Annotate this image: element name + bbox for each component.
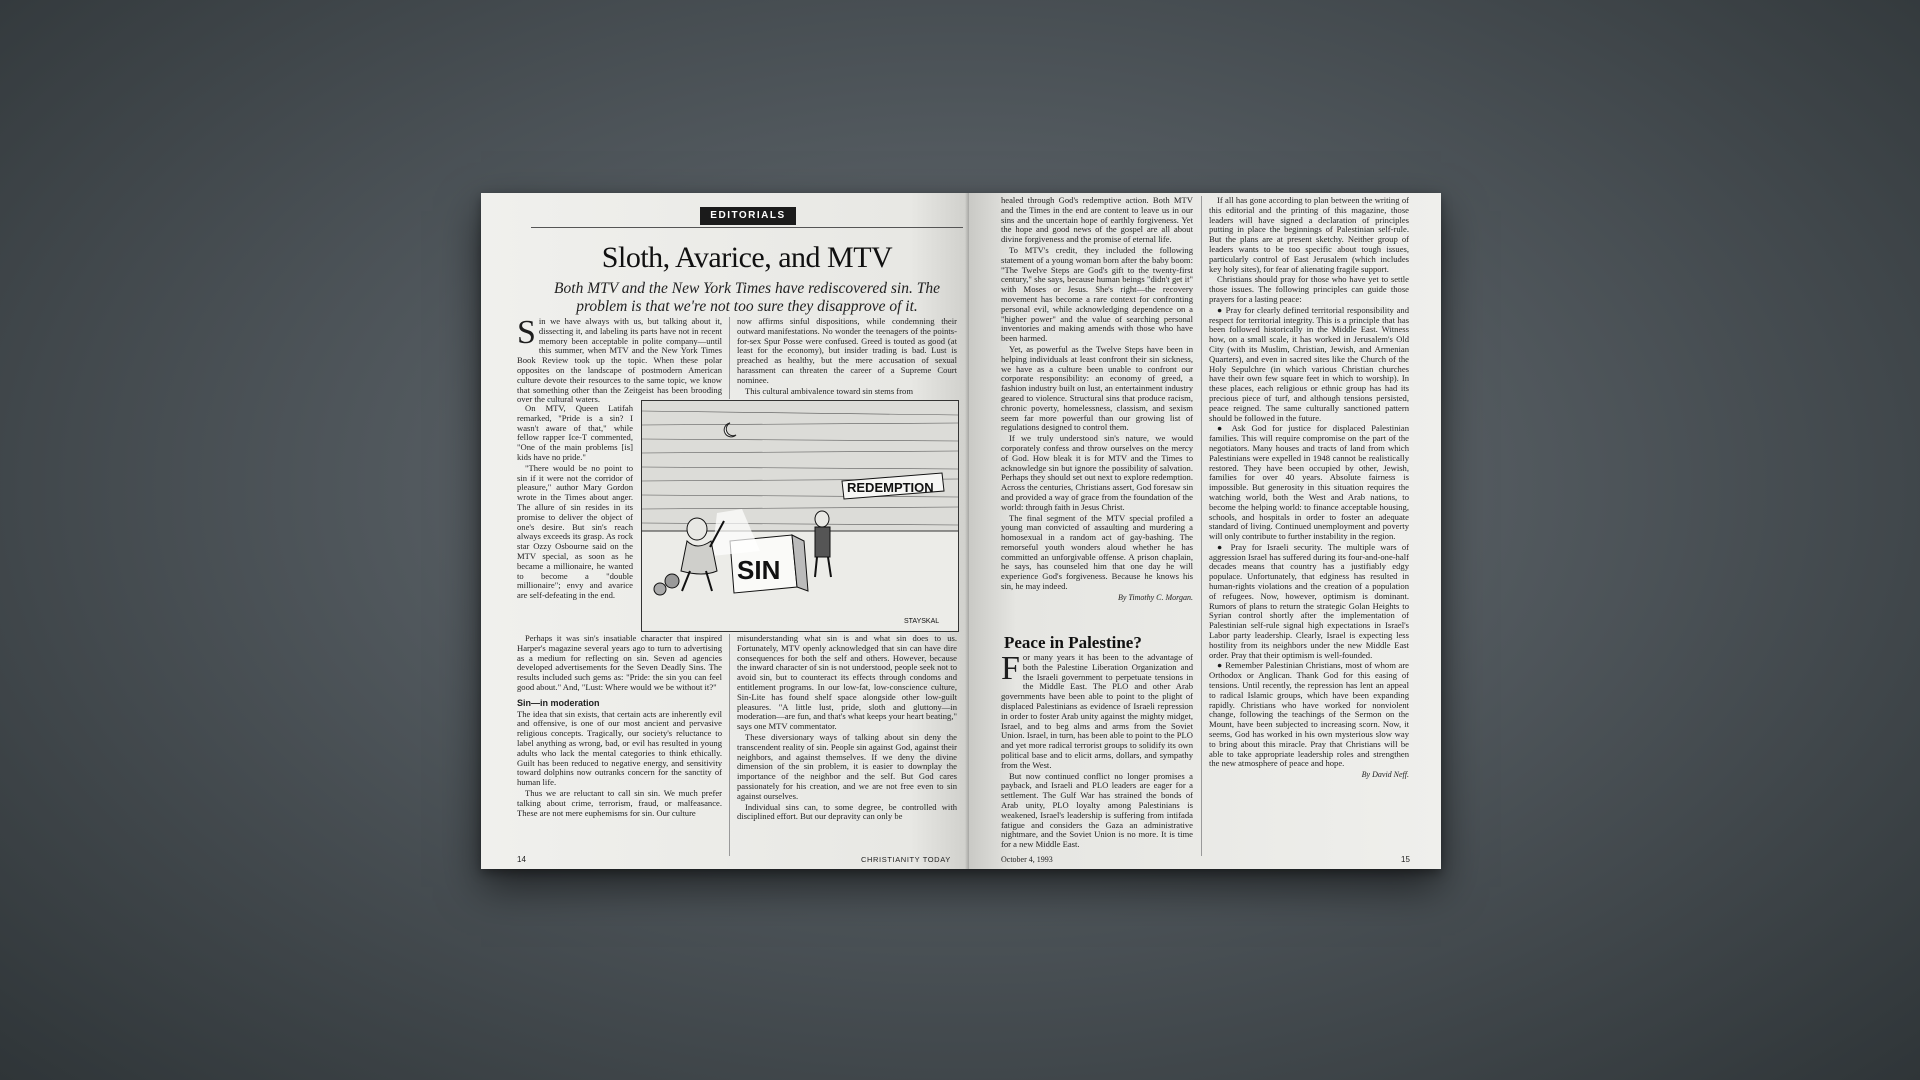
editorial-cartoon bbox=[641, 400, 959, 632]
body-text: The final segment of the MTV special profiled a young man convicted of assaulting and murdering a homosexual in a random act of gay-bashing. The remorseful youth wonders aloud whether he has committed an unforgivable offense. A prison chaplain, he says, has counseled him that one day he will experience God's forgiveness. Because he knows his sin, he may indeed. bbox=[1001, 512, 1193, 592]
byline: By David Neff. bbox=[1361, 770, 1409, 780]
body-text: If all has gone according to plan between the writing of this editorial and the printing of this magazine, those leaders will have signed a declaration of principles putting in place the beginnings of Palestinian self-rule. But the plans are at present sketchy. Neither group of leaders wants to be too specific about tough issues, particularly control of East Jerusalem (which includes key holy sites), for fear of alienating fragile support. bbox=[1209, 195, 1409, 274]
body-text: Perhaps it was sin's insatiable character that inspired Harper's magazine several years ago to turn to advertising as a medium for reflecting on sin. Seven ad agencies developed advertisements for the Seven Deadly Sins. The results included such gems as: "Pride: the sin you can feel good about." And, "Lust: Where would we be without it?" bbox=[517, 633, 722, 692]
body-text: healed through God's redemptive action. Both MTV and the Times in the end are content to leave us in our sins and the uncertain hope of earthly forgiveness. Yet the hope and good news of the gospel are all about divine forgiveness and the promise of eternal life. bbox=[1001, 195, 1193, 245]
body-text: "There would be no point to sin if it were not the corridor of pleasure," author Mary Gordon wrote in the Times about anger. The allure of sin resides in its promise to deliver the object of one's desire. But sin's reach always exceeds its grasp. As rock star Ozzy Osbourne said on the MTV special, as soon as he became a millionaire, he wanted to become a "double millionaire"; envy and avarice are self-defeating in the end. bbox=[517, 462, 633, 601]
cartoon-illustration bbox=[642, 401, 958, 631]
body-text: ● Pray for clearly defined territorial responsibility and respect for territorial integrity. This is a principle that has been followed historically in the Middle East. Witness how, on a small scale, it has worked in Jerusalem's Old City (with its Muslim, Christian, Jewish, and Armenian Quarters), and even in sacred sites like the Church of the Holy Sepulchre (in which various Christian churches have their own few square feet in which to worship). In these places, each religious or ethnic group has had its precious piece of turf, and although tensions persisted, peace reigned. The same culturally sanctioned pattern should be followed in the future. bbox=[1209, 304, 1409, 423]
column-3-bottom bbox=[1001, 650, 1193, 851]
column-1-bottom bbox=[517, 634, 722, 819]
body-text: These diversionary ways of talking about sin deny the transcendent reality of sin. People sin against God, against their neighbors, and against themselves. If we deny the divine dimension of the sin problem, it is easier to downplay the importance of the neighbor and the self. But God cares passionately for his creation, and we are not free even to sin against ourselves. bbox=[737, 731, 957, 801]
right-page bbox=[969, 193, 1441, 869]
deck: Both MTV and the New York Times have rediscovered sin. The problem is that we're not too sure they disapprove of it. bbox=[554, 280, 940, 315]
cartoon-sign-text: REDEMPTION bbox=[847, 480, 934, 495]
section-tag: EDITORIALS bbox=[700, 207, 796, 225]
column-2-bottom bbox=[737, 634, 957, 823]
column-2-top bbox=[737, 317, 957, 397]
page-number: 14 bbox=[517, 855, 526, 864]
drop-cap: F bbox=[1001, 650, 1020, 687]
body-text: ● Pray for Israeli security. The multiple wars of aggression Israel has suffered during its four-and-one-half decades means that country has a justifiably edgy populace. Unfortunately, that edginess has resulted in human-rights violations and the creation of a population of refugees. Now, however, optimism is dominant. Rumors of plans to return the strategic Golan Heights to Syrian control shortly after the implementation of Palestinian self-rule signal high expectations in Israel's Labor party leadership. Clearly, Israel is expecting less hostility from its neighbors under the new Middle East order. Pray that their optimism is well-founded. bbox=[1209, 541, 1409, 660]
column-3-top bbox=[1001, 196, 1193, 603]
body-text: Thus we are reluctant to call sin sin. We much prefer talking about crime, terrorism, fraud, or malfeasance. These are not mere euphemisms for sin. Our culture bbox=[517, 787, 722, 818]
column-rule bbox=[729, 317, 730, 399]
header-rule bbox=[531, 227, 963, 228]
cartoon-box-text: SIN bbox=[737, 555, 781, 585]
subhead: Sin—in moderation bbox=[517, 697, 600, 708]
body-text: If we truly understood sin's nature, we would corporately confess and throw ourselves on the mercy of God. How bleak it is for MTV and the Times to acknowledge sin but ignore the possibility of salvation. Perhaps they should set out next to explore redemption. Across the centuries, Christians assert, God foresaw sin and provided a way of grace from the foundation of the world: through faith in Jesus Christ. bbox=[1001, 433, 1193, 512]
body-text: Christians should pray for those who have yet to settle those issues. The following principles can guide those prayers for a lasting peace: bbox=[1209, 274, 1409, 304]
page-number: 15 bbox=[1401, 855, 1410, 864]
body-text: in we have always with us, but talking about it, dissecting it, and labeling its parts have not in recent memory been acceptable in polite company—until this summer, when MTV and the New York Times Book Review took up the topic. When these polar opposites on the landscape of postmodern American culture devote their resources to the same topic, we know that something other than the Zeitgeist has been brooding over the cultural waters. bbox=[517, 316, 722, 405]
cartoon-signature: STAYSKAL bbox=[904, 618, 940, 625]
body-text: This cultural ambivalence toward sin stems from bbox=[745, 385, 914, 396]
column-rule bbox=[1201, 196, 1202, 856]
magazine-spread bbox=[481, 193, 1441, 869]
column-4 bbox=[1209, 196, 1409, 780]
body-text: On MTV, Queen Latifah remarked, "Pride is a sin? I wasn't aware of that," while fellow rapper Ice-T commented, "One of the main problems [is] kids have no pride." bbox=[517, 403, 633, 462]
body-text: ● Remember Palestinian Christians, most of whom are Orthodox or Anglican. Thank God for this easing of tensions. Until recently, the repression has lent an appeal to radical Islamic groups, which have been expanding rapidly. Christians who have worked for nonviolent change, following the teachings of the Sermon on the Mount, have been subjected to increasing scorn. Now, it seems, God has worked in his own mysterious slow way to bring about this miracle. Pray that Christians will be able to take appropriate leadership roles and strengthen the new atmosphere of peace and hope. bbox=[1209, 660, 1409, 769]
body-text: ● Ask God for justice for displaced Palestinian families. This will require compromise on the part of the negotiators. Many houses and tracts of land from which Palestinians were expelled in 1948 cannot be realistically restored. They have been occupied by other, Jewish, families for over 40 years. Absolute fairness is impossible. But generosity in this situation requires the watching world, both the West and Arab nations, to become the helping world: to finance acceptable housing, schools, and hospitals in order to foster an adequate standard of living. Continued unemployment and poverty will only contribute to further instability in the region. bbox=[1209, 423, 1409, 542]
body-text: Individual sins can, to some degree, be controlled with disciplined effort. But our depravity can only be bbox=[737, 801, 957, 822]
body-text: To MTV's credit, they included the following statement of a young woman born after the baby boom: "The Twelve Steps are God's gift to the twenty-first century," she says, because human beings "didn't get it" with Moses or Jesus. She's right—the recovery movement has become a rare context for confronting personal evil, while acknowledging dependence on a "higher power" and the value of searching personal inventories and making amends with those who have been harmed. bbox=[1001, 244, 1193, 344]
left-page bbox=[481, 193, 970, 869]
body-text: now affirms sinful dispositions, while condemning their outward manifestations. No wonder the teenagers of the points-for-sex Spur Posse were confused. Greed is touted as good (at least for the economy), but insider trading is bad. Lust is preached as healthy, but the mere accusation of sexual harassment can threaten the career of a Supreme Court nominee. bbox=[737, 316, 957, 385]
body-text: or many years it has been to the advantage of both the Palestine Liberation Organization and the Israeli government to perpetuate tensions in the Middle East. The PLO and other Arab governments have been able to point to the plight of displaced Palestinians as evidence of Israeli repression in order to foster Arab unity against the mighty midget, Israel, and to beg alms and arms from the Soviet Union. Israel, in turn, has been able to point to the PLO and yet more radical terrorist groups to solidify its own political base and to elicit arms, dollars, and sympathy from the West. bbox=[1001, 652, 1193, 770]
body-text: misunderstanding what sin is and what sin does to us. Fortunately, MTV openly acknowledged that sin can have dire consequences for both the self and others. However, because the inward character of sin is not understood, people seek not to avoid sin, but to counteract its effects through condoms and entitlement programs. In our low-fat, low-conscience culture, Sin-Lite has found shelf space alongside other low-guilt pleasures. "A little lust, pride, sloth and gluttony—in moderation—are fun, and that's what keeps your heart beating," says one MTV commentator. bbox=[737, 633, 957, 732]
issue-date: October 4, 1993 bbox=[1001, 855, 1053, 864]
body-text: The idea that sin exists, that certain acts are inherently evil and offensive, is one of our most ancient and pervasive religious concepts. Tragically, our society's reluctance to label anything as wrong, bad, or evil has resulted in young adults who lack the mental categories to think ethically. Guilt has been reduced to negative energy, and sensitivity toward dolphins now outranks concern for the sanctity of human life. bbox=[517, 708, 722, 788]
column-1-wrap bbox=[517, 404, 633, 602]
body-text: But now continued conflict no longer promises a payback, and Israeli and PLO leaders are eager for a settlement. The Gulf War has strained the bonds of Arab unity, PLO loyalty among Palestinians is weakened, Israel's leadership is suffering from intifada fatigue and considers the Gaza an administrative nightmare, and the Soviet Union is no more. It is time for a new Middle East. bbox=[1001, 770, 1193, 850]
column-1-top bbox=[517, 314, 722, 406]
headline: Sloth, Avarice, and MTV bbox=[601, 241, 893, 274]
byline: By Timothy C. Morgan. bbox=[1117, 592, 1193, 602]
column-rule bbox=[729, 634, 730, 856]
drop-cap: S bbox=[517, 314, 536, 351]
magazine-title: CHRISTIANITY TODAY bbox=[861, 855, 951, 864]
body-text: Yet, as powerful as the Twelve Steps have been in helping individuals at least confront their sin sickness, we have as a culture been unable to confront our corporate responsibility: an economy of greed, a fashion industry built on lust, an entertainment industry geared to violence. Structural sins that produce racism, chronic poverty, homelessness, classism, and sexism seem far more powerful than our growing list of regulations designed to control them. bbox=[1001, 343, 1193, 433]
headline-2: Peace in Palestine? bbox=[1004, 633, 1142, 652]
